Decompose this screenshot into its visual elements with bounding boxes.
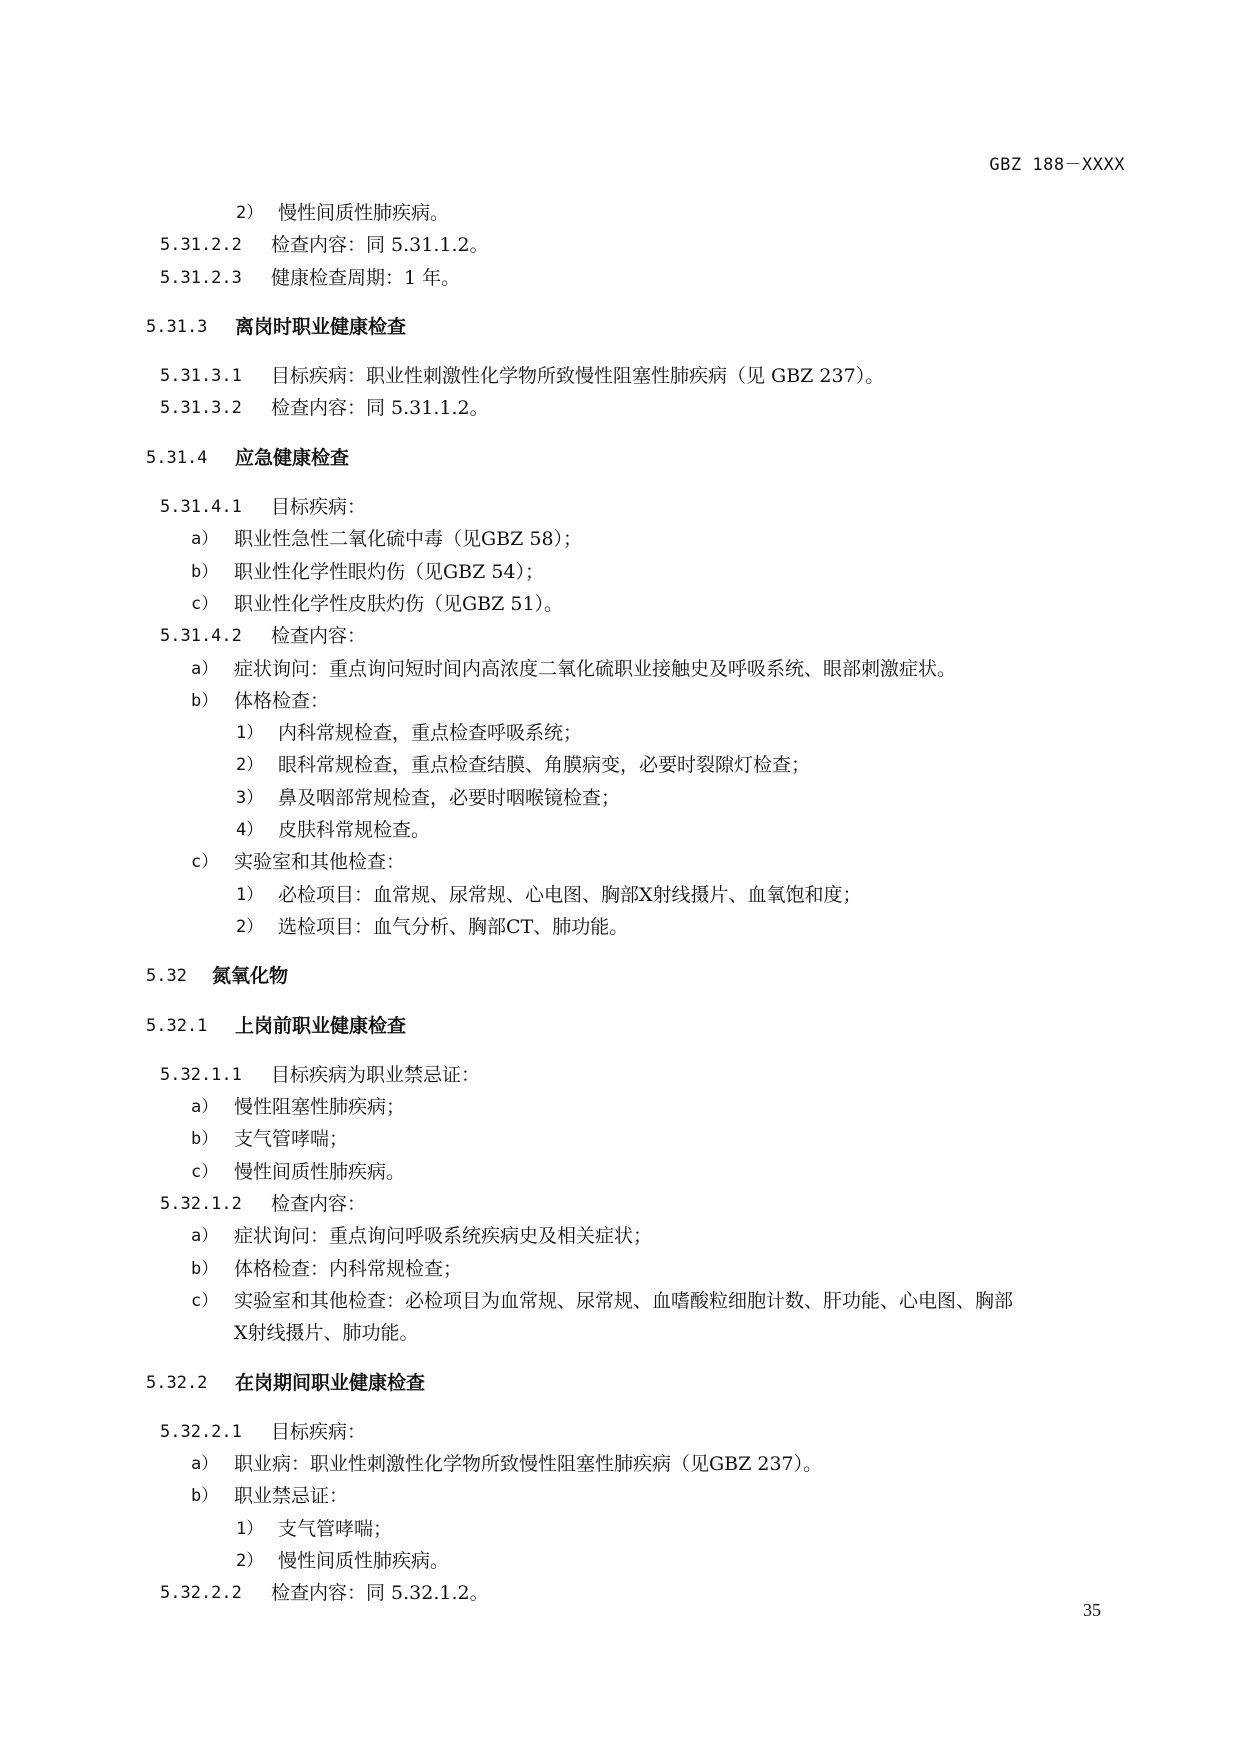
section-heading <box>0 1010 1241 1042</box>
item-text: 体格检查： <box>234 689 330 712</box>
list-item <box>0 911 1241 943</box>
chapter-heading <box>0 960 1241 992</box>
clause <box>0 1577 1241 1609</box>
section-title: 在岗期间职业健康检查 <box>235 1371 426 1394</box>
clause-number: 5.31.4.1 <box>160 497 242 518</box>
item-text: 职业性急性二氧化硫中毒（见GBZ 58）； <box>234 528 583 551</box>
item-label: a） <box>191 658 219 679</box>
list-item <box>0 879 1241 911</box>
clause-number: 5.32.2.1 <box>160 1421 242 1442</box>
item-label: b） <box>191 1258 219 1279</box>
list-item <box>0 1480 1241 1512</box>
item-label: a） <box>191 529 219 550</box>
list-item <box>0 1448 1241 1480</box>
page-number: 35 <box>1083 1600 1101 1620</box>
list-item <box>0 588 1241 620</box>
item-text: 内科常规检查，重点检查呼吸系统； <box>278 722 583 745</box>
section-number: 5.32.2 <box>146 1372 208 1393</box>
item-number: 2） <box>236 1550 264 1571</box>
item-text: 鼻及咽部常规检查，必要时咽喉镜检查； <box>278 786 621 809</box>
item-label: c） <box>191 852 219 873</box>
list-item <box>0 1253 1241 1285</box>
clause-text: 检查内容： <box>271 625 367 648</box>
item-number: 2） <box>236 755 264 776</box>
item-label: a） <box>191 1097 219 1118</box>
item-text: 慢性间质性肺疾病。 <box>234 1160 406 1183</box>
section-number: 5.32 <box>146 966 187 987</box>
item-text: 慢性间质性肺疾病。 <box>278 1549 450 1572</box>
section-number: 5.31.4 <box>146 447 208 468</box>
clause-number: 5.31.4.2 <box>160 626 242 647</box>
clause-text: 目标疾病为职业禁忌证： <box>271 1063 481 1086</box>
item-number: 1） <box>236 1518 264 1539</box>
clause <box>0 1188 1241 1220</box>
item-number: 3） <box>236 787 264 808</box>
list-item <box>0 1545 1241 1577</box>
item-text: 职业病：职业性刺激性化学物所致慢性阻塞性肺疾病（见GBZ 237）。 <box>234 1453 823 1476</box>
list-item <box>0 1123 1241 1155</box>
clause <box>0 360 1241 392</box>
item-number: 1） <box>236 884 264 905</box>
section-number: 5.31.3 <box>146 316 208 337</box>
document-header: GBZ 188－XXXX <box>989 155 1125 175</box>
clause <box>0 1416 1241 1448</box>
item-number: 4） <box>236 820 264 841</box>
list-item <box>0 1091 1241 1123</box>
list-item <box>0 653 1241 685</box>
item-number: 2） <box>236 916 264 937</box>
clause-text: 健康检查周期：1 年。 <box>271 266 461 289</box>
item-text: 慢性间质性肺疾病。 <box>278 202 450 224</box>
list-item-continuation <box>0 1317 1241 1349</box>
clause-text: 目标疾病： <box>271 1420 367 1443</box>
item-text: 选检项目：血气分析、胸部CT、肺功能。 <box>278 915 629 938</box>
item-label: b） <box>191 561 219 582</box>
document-body <box>0 197 1241 1610</box>
item-text: 必检项目：血常规、尿常规、心电图、胸部X射线摄片、血氧饱和度； <box>278 883 862 906</box>
item-label: b） <box>191 1129 219 1150</box>
list-item <box>0 749 1241 781</box>
item-text: 职业性化学性皮肤灼伤（见GBZ 51）。 <box>234 592 564 615</box>
clause-number: 5.31.3.1 <box>160 366 242 387</box>
item-text: 支气管哮喘； <box>234 1128 349 1151</box>
list-item <box>0 846 1241 878</box>
section-heading <box>0 311 1241 343</box>
item-text: 体格检查：内科常规检查； <box>234 1257 463 1280</box>
list-item <box>0 556 1241 588</box>
clause <box>0 392 1241 424</box>
clause <box>0 491 1241 523</box>
clause-number: 5.31.3.2 <box>160 398 242 419</box>
section-title: 应急健康检查 <box>235 446 350 469</box>
section-number: 5.32.1 <box>146 1015 208 1036</box>
clause-text: 检查内容：同 5.31.1.2。 <box>271 397 489 420</box>
list-item <box>0 1156 1241 1188</box>
list-item <box>0 523 1241 555</box>
item-text: 职业禁忌证： <box>234 1485 349 1508</box>
item-number: 2） <box>236 203 264 223</box>
section-heading <box>0 1367 1241 1399</box>
item-label: c） <box>191 593 219 614</box>
list-item <box>0 1513 1241 1545</box>
item-text: 实验室和其他检查： <box>234 851 406 874</box>
item-text: 症状询问：重点询问呼吸系统疾病史及相关症状； <box>234 1225 653 1248</box>
clause <box>0 229 1241 261</box>
section-title: 离岗时职业健康检查 <box>235 315 407 338</box>
clause <box>0 1059 1241 1091</box>
clause-number: 5.32.1.2 <box>160 1194 242 1215</box>
list-item <box>0 197 1241 229</box>
item-label: c） <box>191 1161 219 1182</box>
list-item <box>0 782 1241 814</box>
clause-text: 检查内容： <box>271 1193 367 1216</box>
clause-text: 目标疾病：职业性刺激性化学物所致慢性阻塞性肺疾病（见 GBZ 237）。 <box>271 365 885 388</box>
clause-number: 5.31.2.2 <box>160 235 242 256</box>
clause-text: 检查内容：同 5.32.1.2。 <box>271 1582 489 1605</box>
section-title: 上岗前职业健康检查 <box>235 1014 407 1037</box>
section-title: 氮氧化物 <box>212 965 289 988</box>
list-item <box>0 685 1241 717</box>
item-number: 1） <box>236 723 264 744</box>
clause-text: 目标疾病： <box>271 496 367 519</box>
item-text: X射线摄片、肺功能。 <box>234 1322 419 1345</box>
list-item <box>0 814 1241 846</box>
item-text: 症状询问：重点询问短时间内高浓度二氧化硫职业接触史及呼吸系统、眼部刺激症状。 <box>234 657 957 680</box>
item-text: 慢性阻塞性肺疾病； <box>234 1096 406 1119</box>
clause-number: 5.32.1.1 <box>160 1064 242 1085</box>
item-text: 实验室和其他检查：必检项目为血常规、尿常规、血嗜酸粒细胞计数、肝功能、心电图、胸部 <box>234 1289 1014 1312</box>
clause-text: 检查内容：同 5.31.1.2。 <box>271 234 489 257</box>
list-item <box>0 717 1241 749</box>
list-item <box>0 1220 1241 1252</box>
clause-number: 5.31.2.3 <box>160 267 242 288</box>
item-text: 眼科常规检查，重点检查结膜、角膜病变，必要时裂隙灯检查； <box>278 754 811 777</box>
item-text: 职业性化学性眼灼伤（见GBZ 54）； <box>234 560 545 583</box>
clause <box>0 262 1241 294</box>
item-label: a） <box>191 1454 219 1475</box>
item-text: 皮肤科常规检查。 <box>278 819 431 842</box>
item-label: b） <box>191 1486 219 1507</box>
item-text: 支气管哮喘； <box>278 1517 393 1540</box>
item-label: a） <box>191 1226 219 1247</box>
section-heading <box>0 442 1241 474</box>
item-label: b） <box>191 690 219 711</box>
clause-number: 5.32.2.2 <box>160 1583 242 1604</box>
item-label: c） <box>191 1290 219 1311</box>
clause <box>0 620 1241 652</box>
list-item <box>0 1285 1241 1317</box>
